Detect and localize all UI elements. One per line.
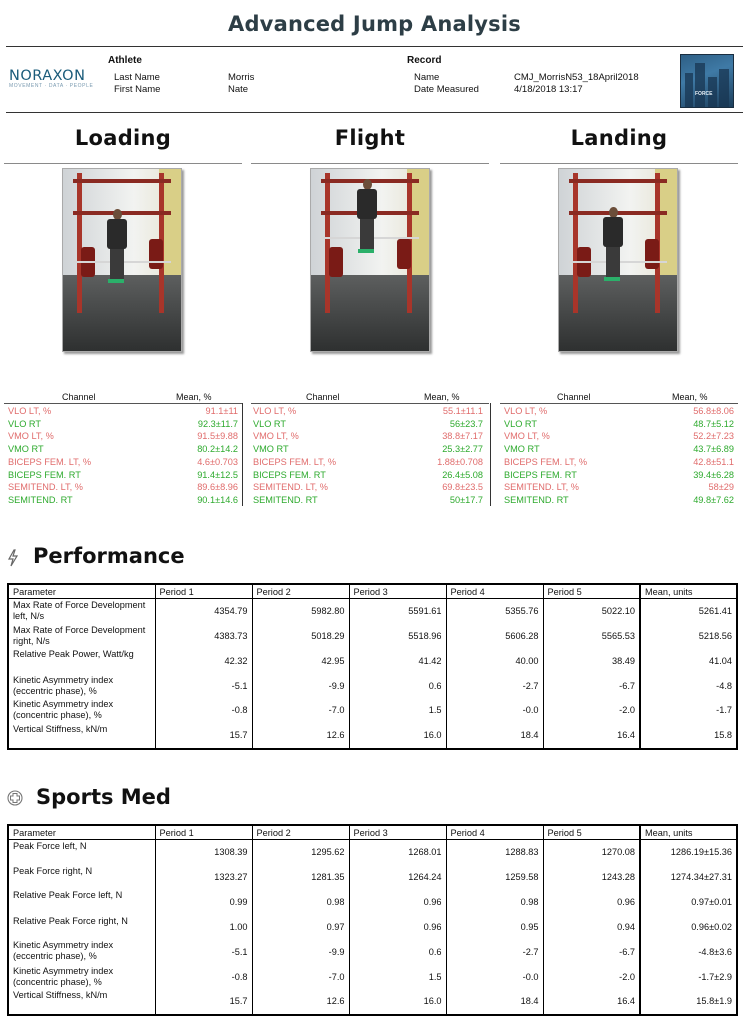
channel-name: SEMITEND. RT xyxy=(253,494,318,505)
landing-photo xyxy=(558,168,678,352)
table-row xyxy=(8,939,737,965)
parameter-name: Max Rate of Force Development right, N/s xyxy=(13,624,146,646)
channel-name: BICEPS FEM. LT, % xyxy=(8,456,92,467)
period-cell: 1.5 xyxy=(349,965,446,989)
channel-row xyxy=(253,405,483,418)
channel-mean: 89.6±8.96 xyxy=(197,482,238,493)
noraxon-logo xyxy=(9,68,101,89)
period-cell: 1281.35 xyxy=(252,865,349,889)
table-header-row xyxy=(8,584,737,599)
channel-name: VMO LT, % xyxy=(253,431,299,442)
channel-name: BICEPS FEM. RT xyxy=(253,469,326,480)
table-row xyxy=(8,840,737,865)
period-cell: -0.0 xyxy=(446,965,543,989)
phase-title: Landing xyxy=(570,126,668,150)
period-cell: 1.00 xyxy=(155,915,252,939)
mean-cell: -1.7 xyxy=(640,698,737,723)
first-name-label: First Name xyxy=(114,84,161,95)
channel-mean: 48.7±5.12 xyxy=(693,418,734,429)
mean-header: Mean, % xyxy=(672,392,708,402)
parameter-name: Relative Peak Force left, N xyxy=(13,889,123,900)
athlete-section-label: Athlete xyxy=(108,55,142,66)
channel-mean: 56.8±8.06 xyxy=(693,406,734,416)
channel-mean: 1.88±0.708 xyxy=(437,456,483,467)
parameter-name: Kinetic Asymmetry index (concentric phase), % xyxy=(13,965,114,987)
channel-mean: 38.8±7.17 xyxy=(442,431,483,442)
table-row xyxy=(8,989,737,1015)
table-row xyxy=(8,674,737,698)
period-cell: 0.96 xyxy=(349,889,446,915)
channel-name: SEMITEND. RT xyxy=(504,494,569,505)
period-cell: -9.9 xyxy=(252,674,349,698)
channel-mean: 91.5±9.88 xyxy=(197,431,238,442)
period-cell: 18.4 xyxy=(446,723,543,749)
phase-rule xyxy=(4,163,242,164)
channel-row xyxy=(253,430,483,443)
period-cell: 0.97 xyxy=(252,915,349,939)
header-top-rule xyxy=(6,46,743,47)
channel-row xyxy=(504,481,734,494)
phase-rule xyxy=(251,163,489,164)
period-cell: 38.49 xyxy=(543,648,640,674)
period-cell: -2.7 xyxy=(446,674,543,698)
parameter-name: Vertical Stiffness, kN/m xyxy=(13,989,108,1000)
column-header: Period 3 xyxy=(349,825,446,840)
period-cell: 16.4 xyxy=(543,723,640,749)
mean-header: Mean, % xyxy=(424,392,460,402)
plus-circle-icon xyxy=(7,790,23,806)
period-cell: 1270.08 xyxy=(543,840,640,865)
channel-row xyxy=(504,430,734,443)
table-row xyxy=(8,648,737,674)
parameter-name: Relative Peak Power, Watt/kg xyxy=(13,648,134,659)
channel-mean: 26.4±5.08 xyxy=(442,469,483,480)
channel-mean: 56±23.7 xyxy=(449,418,483,429)
date-measured-label: Date Measured xyxy=(414,84,479,95)
channel-row xyxy=(504,405,734,418)
record-section-label: Record xyxy=(407,55,442,66)
channel-mean: 58±29 xyxy=(708,482,734,493)
channel-name: VLO RT xyxy=(504,418,538,429)
period-cell: 1259.58 xyxy=(446,865,543,889)
period-cell: -2.0 xyxy=(543,698,640,723)
column-header: Parameter xyxy=(8,825,155,840)
column-header: Mean, units xyxy=(640,825,737,840)
column-header: Period 4 xyxy=(446,825,543,840)
table-rule xyxy=(251,403,489,404)
force-product-image xyxy=(680,54,734,108)
channel-name: VLO LT, % xyxy=(8,406,52,416)
period-cell: 4383.73 xyxy=(155,624,252,648)
period-cell: 15.7 xyxy=(155,989,252,1015)
period-cell: 0.6 xyxy=(349,674,446,698)
loading-photo xyxy=(62,168,182,352)
period-cell: 12.6 xyxy=(252,989,349,1015)
channel-row xyxy=(504,418,734,431)
channel-header: Channel xyxy=(557,392,591,402)
channel-mean: 4.6±0.703 xyxy=(197,456,238,467)
channel-name: BICEPS FEM. RT xyxy=(8,469,81,480)
period-cell: -6.7 xyxy=(543,939,640,965)
performance-title: Performance xyxy=(33,544,185,568)
channel-row xyxy=(8,469,238,482)
parameter-name: Kinetic Asymmetry index (eccentric phase), % xyxy=(13,674,114,696)
period-cell: -0.8 xyxy=(155,965,252,989)
channel-name: VMO LT, % xyxy=(8,431,54,442)
period-cell: 5018.29 xyxy=(252,624,349,648)
period-cell: 0.95 xyxy=(446,915,543,939)
period-cell: 42.95 xyxy=(252,648,349,674)
parameter-name: Vertical Stiffness, kN/m xyxy=(13,723,108,734)
channel-name: VMO RT xyxy=(8,444,44,455)
parameter-name: Max Rate of Force Development left, N/s xyxy=(13,600,146,621)
mean-cell: -4.8 xyxy=(640,674,737,698)
period-cell: 0.6 xyxy=(349,939,446,965)
table-row xyxy=(8,624,737,648)
channel-mean: 92.3±11.7 xyxy=(197,418,238,429)
channel-name: BICEPS FEM. LT, % xyxy=(253,456,337,467)
mean-cell: 5261.41 xyxy=(640,599,737,624)
channel-name: SEMITEND. RT xyxy=(8,494,73,505)
table-row xyxy=(8,698,737,723)
channel-row xyxy=(253,418,483,431)
column-header: Period 2 xyxy=(252,825,349,840)
channel-row xyxy=(504,456,734,469)
parameter-name: Kinetic Asymmetry index (concentric phase), % xyxy=(13,698,114,720)
channel-mean: 49.8±7.62 xyxy=(693,494,734,505)
channel-row xyxy=(253,481,483,494)
period-cell: 40.00 xyxy=(446,648,543,674)
mean-cell: 15.8 xyxy=(640,723,737,749)
phase-rule xyxy=(500,163,738,164)
table-row xyxy=(8,915,737,939)
page-title: Advanced Jump Analysis xyxy=(228,12,521,36)
period-cell: -6.7 xyxy=(543,674,640,698)
column-header: Parameter xyxy=(8,584,155,599)
mean-cell: 1274.34±27.31 xyxy=(640,865,737,889)
channel-mean: 55.1±11.1 xyxy=(442,406,483,416)
channel-row xyxy=(8,430,238,443)
channel-mean: 25.3±2.77 xyxy=(442,444,483,455)
period-cell: 1243.28 xyxy=(543,865,640,889)
table-row xyxy=(8,599,737,624)
channel-mean: 69.8±23.5 xyxy=(442,482,483,493)
period-cell: 5606.28 xyxy=(446,624,543,648)
period-cell: 1264.24 xyxy=(349,865,446,889)
phase-title: Loading xyxy=(74,126,172,150)
period-cell: 0.94 xyxy=(543,915,640,939)
channel-row xyxy=(8,443,238,456)
channel-row xyxy=(8,494,238,507)
channel-mean: 52.2±7.23 xyxy=(693,431,734,442)
mean-cell: 5218.56 xyxy=(640,624,737,648)
mean-header: Mean, % xyxy=(176,392,212,402)
last-name-label: Last Name xyxy=(114,72,160,83)
period-cell: -0.0 xyxy=(446,698,543,723)
period-cell: 0.98 xyxy=(252,889,349,915)
period-cell: 42.32 xyxy=(155,648,252,674)
channel-row xyxy=(8,481,238,494)
period-cell: 0.98 xyxy=(446,889,543,915)
table-row xyxy=(8,889,737,915)
period-cell: 16.0 xyxy=(349,989,446,1015)
period-cell: 1268.01 xyxy=(349,840,446,865)
date-measured-value: 4/18/2018 13:17 xyxy=(514,84,583,95)
channel-row xyxy=(504,443,734,456)
mean-cell: -4.8±3.6 xyxy=(640,939,737,965)
channel-row xyxy=(253,469,483,482)
period-cell: 0.96 xyxy=(349,915,446,939)
column-header: Period 5 xyxy=(543,825,640,840)
parameter-name: Peak Force right, N xyxy=(13,865,93,876)
mean-cell: 41.04 xyxy=(640,648,737,674)
channel-row xyxy=(8,405,238,418)
period-cell: -7.0 xyxy=(252,698,349,723)
column-header: Period 3 xyxy=(349,584,446,599)
logo-tagline: MOVEMENT · DATA · PEOPLE xyxy=(9,83,94,89)
parameter-name: Relative Peak Force right, N xyxy=(13,915,128,926)
channel-name: SEMITEND. LT, % xyxy=(253,482,328,493)
channel-name: SEMITEND. LT, % xyxy=(504,482,579,493)
period-cell: 5022.10 xyxy=(543,599,640,624)
header-bottom-rule xyxy=(6,112,743,113)
table-header-row xyxy=(8,825,737,840)
channel-header: Channel xyxy=(62,392,96,402)
period-cell: -7.0 xyxy=(252,965,349,989)
period-cell: -2.0 xyxy=(543,965,640,989)
channel-name: VMO RT xyxy=(253,444,289,455)
period-cell: 18.4 xyxy=(446,989,543,1015)
table-rule xyxy=(500,403,738,404)
sports-med-table xyxy=(7,824,738,1016)
force-label: FORCE xyxy=(695,91,713,97)
parameter-name: Kinetic Asymmetry index (eccentric phase), % xyxy=(13,939,114,961)
channel-name: VLO LT, % xyxy=(253,406,297,416)
period-cell: 5982.80 xyxy=(252,599,349,624)
mean-cell: 1286.19±15.36 xyxy=(640,840,737,865)
channel-name: VMO LT, % xyxy=(504,431,550,442)
column-header: Period 5 xyxy=(543,584,640,599)
period-cell: 16.4 xyxy=(543,989,640,1015)
channel-name: SEMITEND. LT, % xyxy=(8,482,83,493)
channel-row xyxy=(8,456,238,469)
period-cell: 1323.27 xyxy=(155,865,252,889)
period-cell: 5591.61 xyxy=(349,599,446,624)
channel-name: VMO RT xyxy=(504,444,540,455)
period-cell: 5518.96 xyxy=(349,624,446,648)
mean-cell: -1.7±2.9 xyxy=(640,965,737,989)
mean-cell: 0.96±0.02 xyxy=(640,915,737,939)
period-cell: 1295.62 xyxy=(252,840,349,865)
channel-row xyxy=(504,469,734,482)
channel-row xyxy=(504,494,734,507)
lightning-icon xyxy=(7,549,19,567)
period-cell: 1.5 xyxy=(349,698,446,723)
mean-cell: 15.8±1.9 xyxy=(640,989,737,1015)
period-cell: -0.8 xyxy=(155,698,252,723)
period-cell: -2.7 xyxy=(446,939,543,965)
record-name-label: Name xyxy=(414,72,440,83)
channel-row xyxy=(253,443,483,456)
period-cell: 0.99 xyxy=(155,889,252,915)
performance-table xyxy=(7,583,738,750)
period-cell: 5355.76 xyxy=(446,599,543,624)
table-row xyxy=(8,965,737,989)
channel-mean: 80.2±14.2 xyxy=(197,444,238,455)
column-header: Period 1 xyxy=(155,825,252,840)
column-divider xyxy=(490,403,491,506)
channel-mean: 90.1±14.6 xyxy=(197,494,238,505)
column-header: Period 1 xyxy=(155,584,252,599)
logo-wordmark: NORAXON xyxy=(9,68,86,84)
period-cell: 4354.79 xyxy=(155,599,252,624)
channel-name: BICEPS FEM. RT xyxy=(504,469,577,480)
table-rule xyxy=(4,403,242,404)
channel-row xyxy=(253,494,483,507)
phase-title: Flight xyxy=(334,126,406,150)
first-name-value: Nate xyxy=(228,84,249,95)
channel-name: VLO RT xyxy=(253,418,287,429)
channel-row xyxy=(8,418,238,431)
period-cell: 5565.53 xyxy=(543,624,640,648)
channel-mean: 43.7±6.89 xyxy=(693,444,734,455)
channel-mean: 39.4±6.28 xyxy=(693,469,734,480)
channel-name: BICEPS FEM. LT, % xyxy=(504,456,588,467)
column-header: Mean, units xyxy=(640,584,737,599)
period-cell: 0.96 xyxy=(543,889,640,915)
channel-header: Channel xyxy=(306,392,340,402)
period-cell: -5.1 xyxy=(155,674,252,698)
period-cell: 16.0 xyxy=(349,723,446,749)
sports-med-title: Sports Med xyxy=(36,785,171,809)
period-cell: 1288.83 xyxy=(446,840,543,865)
channel-mean: 91.4±12.5 xyxy=(197,469,238,480)
column-divider xyxy=(242,403,243,506)
period-cell: 12.6 xyxy=(252,723,349,749)
column-header: Period 2 xyxy=(252,584,349,599)
parameter-name: Peak Force left, N xyxy=(13,841,87,851)
period-cell: -9.9 xyxy=(252,939,349,965)
channel-mean: 42.8±51.1 xyxy=(693,456,734,467)
table-row xyxy=(8,865,737,889)
channel-mean: 50±17.7 xyxy=(449,494,483,505)
period-cell: 1308.39 xyxy=(155,840,252,865)
record-name-value: CMJ_MorrisN53_18April2018 xyxy=(514,72,639,83)
channel-name: VLO LT, % xyxy=(504,406,548,416)
table-row xyxy=(8,723,737,749)
channel-row xyxy=(253,456,483,469)
channel-mean: 91.1±11 xyxy=(205,406,238,416)
column-header: Period 4 xyxy=(446,584,543,599)
flight-photo xyxy=(310,168,430,352)
channel-name: VLO RT xyxy=(8,418,42,429)
period-cell: -5.1 xyxy=(155,939,252,965)
last-name-value: Morris xyxy=(228,72,255,83)
period-cell: 15.7 xyxy=(155,723,252,749)
mean-cell: 0.97±0.01 xyxy=(640,889,737,915)
period-cell: 41.42 xyxy=(349,648,446,674)
